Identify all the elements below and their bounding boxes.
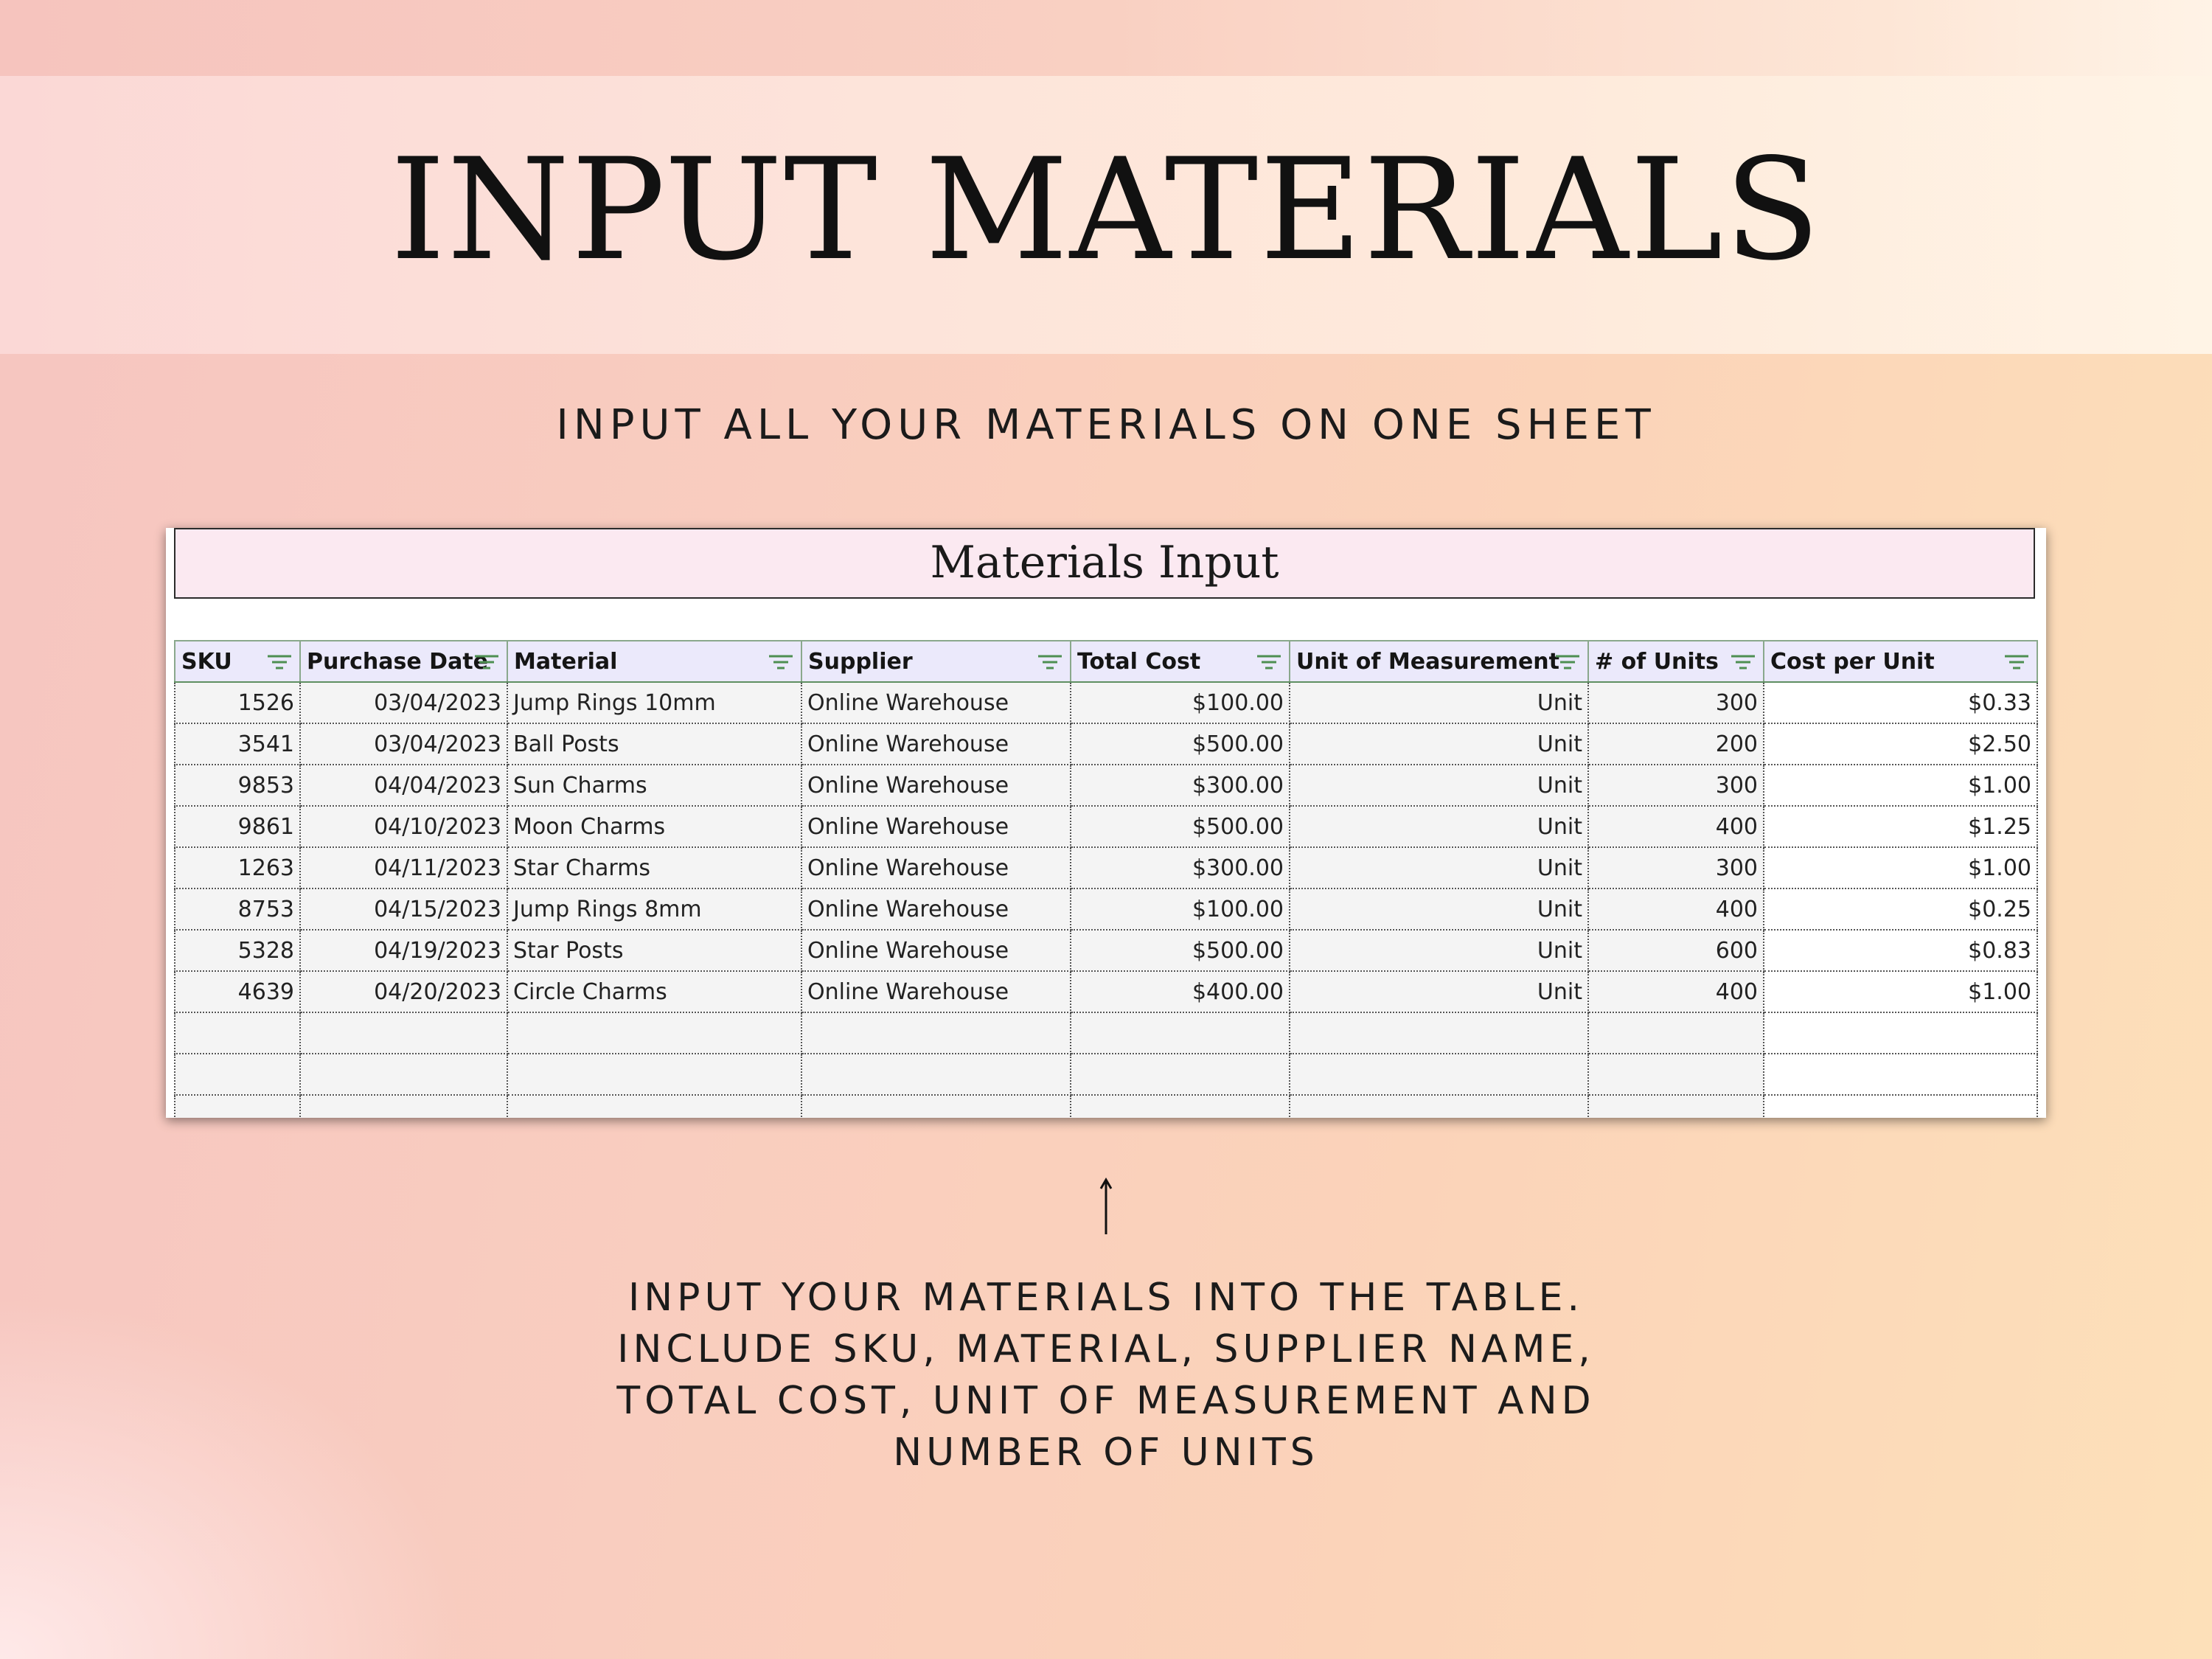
- column-header-label: SKU: [181, 648, 232, 675]
- column-header-label: Cost per Unit: [1770, 648, 1935, 675]
- column-header-label: Material: [514, 648, 618, 675]
- table-cell[interactable]: 3541: [175, 723, 300, 765]
- table-cell[interactable]: $1.00: [1764, 765, 2037, 806]
- table-row: [175, 971, 2037, 1012]
- column-header[interactable]: [507, 641, 801, 682]
- column-header-label: Purchase Date: [307, 648, 489, 675]
- table-cell[interactable]: 300: [1588, 765, 1764, 806]
- empty-table-cell[interactable]: [300, 1012, 507, 1054]
- column-header[interactable]: [1290, 641, 1588, 682]
- filter-icon[interactable]: [1555, 654, 1580, 670]
- empty-table-cell[interactable]: [1071, 1095, 1290, 1118]
- table-cell[interactable]: 1263: [175, 847, 300, 888]
- table-cell[interactable]: Unit: [1290, 971, 1588, 1012]
- filter-icon[interactable]: [2004, 654, 2029, 670]
- column-header[interactable]: [1764, 641, 2037, 682]
- empty-table-cell[interactable]: [1290, 1095, 1588, 1118]
- table-row: [175, 723, 2037, 765]
- table-cell[interactable]: 400: [1588, 806, 1764, 847]
- table-cell[interactable]: Sun Charms: [507, 765, 801, 806]
- table-cell[interactable]: Circle Charms: [507, 971, 801, 1012]
- table-row: [175, 765, 2037, 806]
- table-cell[interactable]: Online Warehouse: [801, 765, 1071, 806]
- empty-table-row: [175, 1054, 2037, 1095]
- empty-table-cell[interactable]: [1588, 1095, 1764, 1118]
- filter-icon[interactable]: [267, 654, 292, 670]
- caption-line: INCLUDE SKU, MATERIAL, SUPPLIER NAME,: [617, 1327, 1595, 1371]
- table-cell[interactable]: 9861: [175, 806, 300, 847]
- empty-table-cell[interactable]: [175, 1095, 300, 1118]
- empty-table-cell[interactable]: [1290, 1012, 1588, 1054]
- caption-line: TOTAL COST, UNIT OF MEASUREMENT AND: [616, 1379, 1596, 1423]
- table-cell[interactable]: Unit: [1290, 930, 1588, 971]
- materials-table-wrap: [174, 640, 2037, 1118]
- empty-table-cell[interactable]: [1764, 1054, 2037, 1095]
- table-cell[interactable]: Jump Rings 10mm: [507, 682, 801, 723]
- table-cell[interactable]: Unit: [1290, 847, 1588, 888]
- table-cell[interactable]: 04/20/2023: [300, 971, 507, 1012]
- empty-table-cell[interactable]: [300, 1095, 507, 1118]
- table-cell[interactable]: Online Warehouse: [801, 723, 1071, 765]
- empty-table-cell[interactable]: [175, 1054, 300, 1095]
- table-cell[interactable]: $300.00: [1071, 765, 1290, 806]
- column-header[interactable]: [300, 641, 507, 682]
- empty-table-cell[interactable]: [507, 1054, 801, 1095]
- empty-table-row: [175, 1012, 2037, 1054]
- table-cell[interactable]: Online Warehouse: [801, 971, 1071, 1012]
- page-subtitle: INPUT ALL YOUR MATERIALS ON ONE SHEET: [556, 401, 1656, 449]
- table-cell[interactable]: Online Warehouse: [801, 682, 1071, 723]
- table-cell[interactable]: Unit: [1290, 765, 1588, 806]
- table-cell[interactable]: $1.25: [1764, 806, 2037, 847]
- table-row: [175, 930, 2037, 971]
- table-cell[interactable]: 04/10/2023: [300, 806, 507, 847]
- spreadsheet-screenshot: [166, 528, 2046, 1118]
- table-cell[interactable]: Jump Rings 8mm: [507, 888, 801, 930]
- empty-table-cell[interactable]: [300, 1054, 507, 1095]
- filter-icon[interactable]: [474, 654, 499, 670]
- table-cell[interactable]: $300.00: [1071, 847, 1290, 888]
- table-cell[interactable]: Unit: [1290, 723, 1588, 765]
- top-strip: [0, 0, 2212, 76]
- table-cell[interactable]: Online Warehouse: [801, 888, 1071, 930]
- empty-table-cell[interactable]: [175, 1012, 300, 1054]
- table-cell[interactable]: $400.00: [1071, 971, 1290, 1012]
- table-cell[interactable]: 5328: [175, 930, 300, 971]
- table-cell[interactable]: 600: [1588, 930, 1764, 971]
- table-cell[interactable]: $100.00: [1071, 682, 1290, 723]
- table-cell[interactable]: 04/19/2023: [300, 930, 507, 971]
- table-cell[interactable]: Star Charms: [507, 847, 801, 888]
- table-cell[interactable]: $500.00: [1071, 806, 1290, 847]
- table-cell[interactable]: Online Warehouse: [801, 847, 1071, 888]
- table-cell[interactable]: $1.00: [1764, 847, 2037, 888]
- column-header[interactable]: [1071, 641, 1290, 682]
- table-cell[interactable]: $1.00: [1764, 971, 2037, 1012]
- column-header-label: Supplier: [808, 648, 913, 675]
- table-cell[interactable]: $100.00: [1071, 888, 1290, 930]
- empty-table-row: [175, 1095, 2037, 1118]
- empty-table-cell[interactable]: [801, 1012, 1071, 1054]
- filter-icon[interactable]: [1256, 654, 1281, 670]
- table-cell[interactable]: Online Warehouse: [801, 930, 1071, 971]
- table-cell[interactable]: 300: [1588, 847, 1764, 888]
- table-cell[interactable]: $500.00: [1071, 723, 1290, 765]
- empty-table-cell[interactable]: [801, 1095, 1071, 1118]
- table-row: [175, 682, 2037, 723]
- empty-table-cell[interactable]: [801, 1054, 1071, 1095]
- table-row: [175, 888, 2037, 930]
- column-header-label: # of Units: [1595, 648, 1719, 675]
- table-cell[interactable]: 200: [1588, 723, 1764, 765]
- table-cell[interactable]: 04/11/2023: [300, 847, 507, 888]
- table-cell[interactable]: $500.00: [1071, 930, 1290, 971]
- table-row: [175, 847, 2037, 888]
- column-header-label: Unit of Measurement: [1296, 648, 1559, 675]
- table-cell[interactable]: Star Posts: [507, 930, 801, 971]
- filter-icon[interactable]: [1731, 654, 1756, 670]
- column-header[interactable]: [801, 641, 1071, 682]
- empty-table-cell[interactable]: [507, 1095, 801, 1118]
- empty-table-cell[interactable]: [1071, 1054, 1290, 1095]
- table-cell[interactable]: Unit: [1290, 806, 1588, 847]
- table-cell[interactable]: 03/04/2023: [300, 682, 507, 723]
- empty-table-cell[interactable]: [1290, 1054, 1588, 1095]
- empty-table-cell[interactable]: [1764, 1012, 2037, 1054]
- table-cell[interactable]: $0.83: [1764, 930, 2037, 971]
- table-header-row: [175, 641, 2037, 682]
- table-cell[interactable]: 03/04/2023: [300, 723, 507, 765]
- empty-table-cell[interactable]: [1588, 1054, 1764, 1095]
- table-cell[interactable]: $0.33: [1764, 682, 2037, 723]
- empty-table-cell[interactable]: [1588, 1012, 1764, 1054]
- caption: [442, 1272, 1770, 1478]
- materials-table: [174, 640, 2038, 1118]
- table-cell[interactable]: 04/04/2023: [300, 765, 507, 806]
- table-cell[interactable]: 300: [1588, 682, 1764, 723]
- table-row: [175, 806, 2037, 847]
- table-cell[interactable]: 9853: [175, 765, 300, 806]
- caption-line: NUMBER OF UNITS: [893, 1430, 1319, 1475]
- column-header[interactable]: [1588, 641, 1764, 682]
- page-title: INPUT MATERIALS: [390, 128, 1822, 291]
- empty-table-cell[interactable]: [507, 1012, 801, 1054]
- empty-table-cell[interactable]: [1071, 1012, 1290, 1054]
- table-cell[interactable]: 400: [1588, 888, 1764, 930]
- table-cell[interactable]: 8753: [175, 888, 300, 930]
- table-body: [175, 682, 2037, 1118]
- table-cell[interactable]: Unit: [1290, 682, 1588, 723]
- table-cell[interactable]: 04/15/2023: [300, 888, 507, 930]
- arrow-up-icon: [1099, 1177, 1113, 1236]
- table-cell[interactable]: 400: [1588, 971, 1764, 1012]
- filter-icon[interactable]: [1037, 654, 1062, 670]
- sheet-title: Materials Input: [174, 528, 2035, 599]
- table-cell[interactable]: Online Warehouse: [801, 806, 1071, 847]
- table-cell[interactable]: $0.25: [1764, 888, 2037, 930]
- column-header-label: Total Cost: [1077, 648, 1201, 675]
- filter-icon[interactable]: [768, 654, 793, 670]
- column-header[interactable]: [175, 641, 300, 682]
- empty-table-cell[interactable]: [1764, 1095, 2037, 1118]
- caption-line: INPUT YOUR MATERIALS INTO THE TABLE.: [627, 1276, 1585, 1320]
- table-cell[interactable]: 4639: [175, 971, 300, 1012]
- table-cell[interactable]: Ball Posts: [507, 723, 801, 765]
- table-cell[interactable]: Unit: [1290, 888, 1588, 930]
- table-cell[interactable]: Moon Charms: [507, 806, 801, 847]
- table-cell[interactable]: $2.50: [1764, 723, 2037, 765]
- table-cell[interactable]: 1526: [175, 682, 300, 723]
